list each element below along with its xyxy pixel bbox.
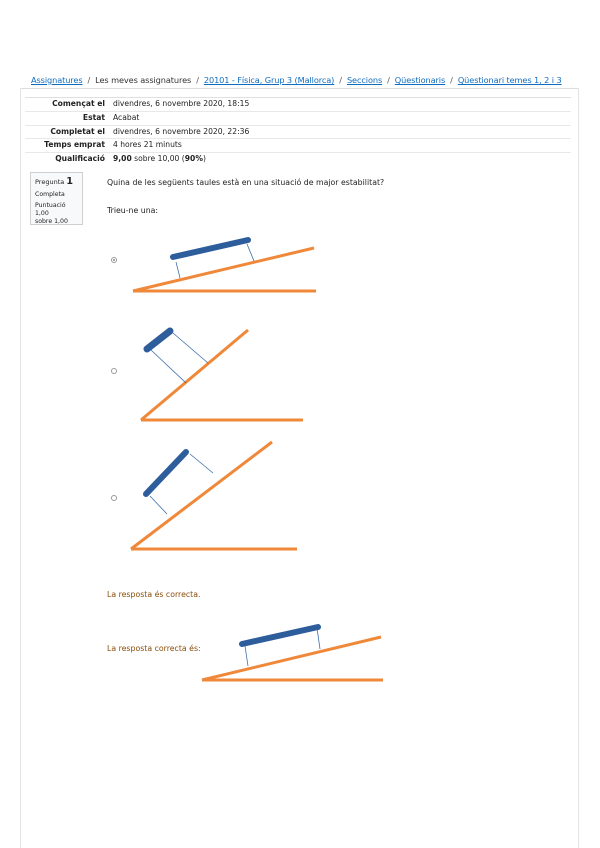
board-support-left bbox=[150, 496, 167, 514]
grade-mid: sobre 10,00 ( bbox=[134, 154, 185, 164]
option-3-radio[interactable] bbox=[111, 495, 117, 501]
board-support-right bbox=[173, 333, 208, 363]
board-support-right bbox=[190, 454, 213, 473]
ramp-incline bbox=[133, 248, 314, 291]
summary-row-state bbox=[25, 111, 571, 125]
board-support-left bbox=[176, 262, 180, 278]
summary-row-completed bbox=[25, 125, 571, 139]
frame-left bbox=[20, 88, 21, 848]
summary-value bbox=[113, 153, 206, 166]
summary-row-time bbox=[25, 138, 571, 152]
question-number-value: 1 bbox=[66, 176, 73, 187]
option-1-image[interactable] bbox=[125, 230, 325, 300]
breadcrumb-quiz[interactable]: Qüestionari temes 1, 2 i 3 bbox=[457, 75, 562, 85]
question-points bbox=[35, 202, 78, 226]
summary-value: Acabat bbox=[113, 112, 140, 122]
breadcrumb-questionaris[interactable]: Qüestionaris bbox=[394, 75, 446, 85]
option-2-radio[interactable] bbox=[111, 368, 117, 374]
question-info-box bbox=[30, 172, 83, 225]
breadcrumb-meves-assignatures: Les meves assignatures bbox=[95, 75, 192, 85]
top-divider bbox=[20, 88, 579, 89]
summary-label: Estat bbox=[82, 112, 105, 122]
right-answer-image bbox=[196, 618, 388, 686]
board-support-right bbox=[247, 244, 254, 261]
points-line-2: sobre 1,00 bbox=[35, 218, 68, 225]
question-number bbox=[35, 176, 78, 187]
summary-row-started bbox=[25, 97, 571, 111]
board bbox=[173, 240, 248, 257]
question-state: Completa bbox=[35, 191, 65, 198]
option-3-image[interactable] bbox=[125, 440, 305, 555]
question-label: Pregunta bbox=[35, 178, 65, 186]
grade-end: ) bbox=[202, 154, 206, 164]
breadcrumb-course[interactable]: 20101 - Física, Grup 3 (Mallorca) bbox=[203, 75, 335, 85]
right-answer-label: La resposta correcta és: bbox=[107, 644, 201, 653]
ramp-incline bbox=[131, 442, 272, 549]
summary-value: divendres, 6 novembre 2020, 18:15 bbox=[113, 99, 250, 108]
summary-label: Començat el bbox=[52, 99, 105, 108]
points-line-1: Puntuació 1,00 bbox=[35, 202, 66, 217]
grade-percent: 90% bbox=[184, 154, 203, 164]
summary-label: Temps emprat bbox=[44, 140, 105, 150]
board bbox=[242, 627, 318, 644]
board bbox=[146, 452, 186, 494]
feedback-correct: La resposta és correcta. bbox=[107, 590, 201, 599]
frame-right bbox=[578, 88, 579, 848]
board-support-left bbox=[151, 350, 186, 383]
summary-label: Qualificació bbox=[55, 154, 105, 164]
board bbox=[147, 331, 170, 349]
attempt-summary-table bbox=[25, 97, 571, 166]
summary-value: 4 hores 21 minuts bbox=[113, 140, 182, 150]
grade-score: 9,00 bbox=[113, 154, 132, 164]
board-support-left bbox=[245, 646, 248, 666]
summary-label: Completat el bbox=[50, 126, 105, 136]
summary-row-grade bbox=[25, 152, 571, 166]
question-text: Quina de les següents taules està en una situació de major estabilitat? bbox=[107, 178, 385, 187]
answer-prompt: Trieu-ne una: bbox=[107, 206, 159, 215]
breadcrumb-assignatures[interactable]: Assignatures bbox=[31, 75, 83, 85]
summary-value: divendres, 6 novembre 2020, 22:36 bbox=[113, 126, 250, 136]
option-1-radio[interactable] bbox=[111, 257, 117, 263]
ramp-incline bbox=[202, 637, 381, 680]
breadcrumb-seccions[interactable]: Seccions bbox=[346, 75, 383, 85]
option-2-image[interactable] bbox=[133, 320, 308, 428]
board-support-right bbox=[317, 628, 320, 649]
breadcrumb: Assignatures / Les meves assignatures / 20101 - Física, Grup 3 (Mallorca) / Seccions / Qüestionaris / Qüestionari temes 1, 2 i 3 bbox=[31, 75, 562, 85]
